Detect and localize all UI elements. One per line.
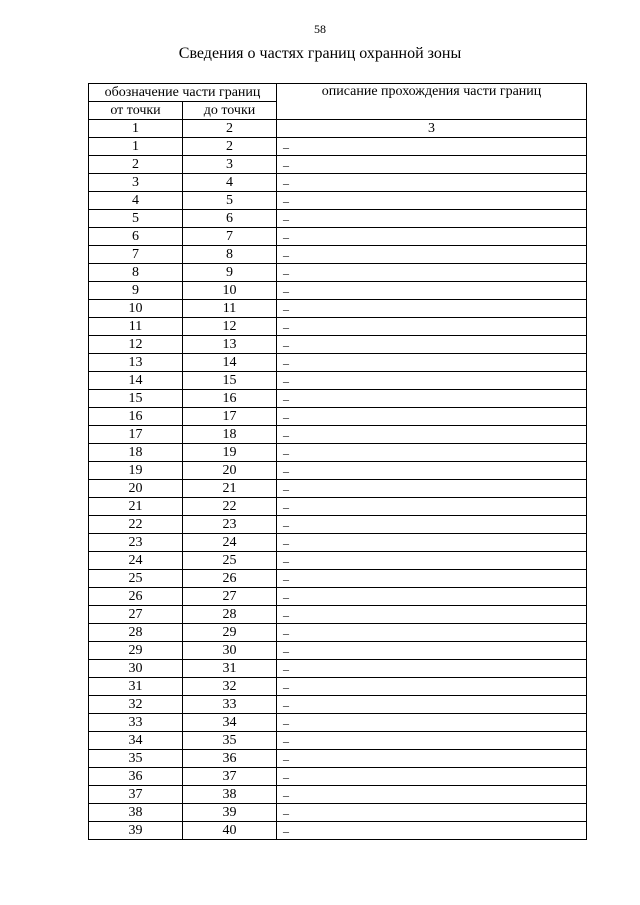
from-point-cell: 28 (89, 624, 183, 642)
to-point-cell: 26 (183, 570, 277, 588)
to-point-cell: 15 (183, 372, 277, 390)
table-row (89, 642, 587, 660)
table-row (89, 714, 587, 732)
description-cell: – (277, 498, 587, 516)
to-point-cell: 7 (183, 228, 277, 246)
from-point-cell: 26 (89, 588, 183, 606)
from-point-cell: 23 (89, 534, 183, 552)
from-point-cell: 4 (89, 192, 183, 210)
description-cell: – (277, 192, 587, 210)
description-cell: – (277, 768, 587, 786)
description-cell: – (277, 624, 587, 642)
table-row (89, 462, 587, 480)
from-point-cell: 29 (89, 642, 183, 660)
description-cell: – (277, 786, 587, 804)
description-cell: – (277, 696, 587, 714)
table-row (89, 192, 587, 210)
to-point-cell: 24 (183, 534, 277, 552)
header-to-point: до точки (183, 102, 277, 120)
from-point-cell: 32 (89, 696, 183, 714)
to-point-cell: 37 (183, 768, 277, 786)
from-point-cell: 38 (89, 804, 183, 822)
description-cell: – (277, 372, 587, 390)
table-row (89, 426, 587, 444)
table-row (89, 804, 587, 822)
table-row (89, 282, 587, 300)
table-row (89, 624, 587, 642)
description-cell: – (277, 660, 587, 678)
to-point-cell: 29 (183, 624, 277, 642)
from-point-cell: 5 (89, 210, 183, 228)
description-cell: – (277, 570, 587, 588)
column-number-3: 3 (277, 120, 587, 138)
from-point-cell: 22 (89, 516, 183, 534)
to-point-cell: 3 (183, 156, 277, 174)
table-row (89, 336, 587, 354)
header-description: описание прохождения части границ (277, 84, 587, 120)
to-point-cell: 20 (183, 462, 277, 480)
table-row (89, 444, 587, 462)
from-point-cell: 11 (89, 318, 183, 336)
table-row (89, 732, 587, 750)
to-point-cell: 32 (183, 678, 277, 696)
from-point-cell: 37 (89, 786, 183, 804)
description-cell: – (277, 534, 587, 552)
description-cell: – (277, 282, 587, 300)
table-row (89, 228, 587, 246)
description-cell: – (277, 642, 587, 660)
table-row (89, 516, 587, 534)
description-cell: – (277, 714, 587, 732)
header-from-point: от точки (89, 102, 183, 120)
to-point-cell: 16 (183, 390, 277, 408)
from-point-cell: 6 (89, 228, 183, 246)
to-point-cell: 13 (183, 336, 277, 354)
description-cell: – (277, 732, 587, 750)
description-cell: – (277, 228, 587, 246)
from-point-cell: 19 (89, 462, 183, 480)
from-point-cell: 33 (89, 714, 183, 732)
to-point-cell: 12 (183, 318, 277, 336)
to-point-cell: 9 (183, 264, 277, 282)
table-row (89, 390, 587, 408)
to-point-cell: 19 (183, 444, 277, 462)
from-point-cell: 30 (89, 660, 183, 678)
description-cell: – (277, 444, 587, 462)
table-row (89, 300, 587, 318)
description-cell: – (277, 138, 587, 156)
table-body (89, 138, 587, 840)
description-cell: – (277, 354, 587, 372)
description-cell: – (277, 264, 587, 282)
to-point-cell: 30 (183, 642, 277, 660)
description-cell: – (277, 588, 587, 606)
to-point-cell: 39 (183, 804, 277, 822)
table-row (89, 246, 587, 264)
from-point-cell: 8 (89, 264, 183, 282)
to-point-cell: 22 (183, 498, 277, 516)
table-row (89, 480, 587, 498)
to-point-cell: 2 (183, 138, 277, 156)
table-row (89, 588, 587, 606)
from-point-cell: 3 (89, 174, 183, 192)
from-point-cell: 2 (89, 156, 183, 174)
to-point-cell: 35 (183, 732, 277, 750)
table-row (89, 354, 587, 372)
to-point-cell: 36 (183, 750, 277, 768)
to-point-cell: 21 (183, 480, 277, 498)
table-row (89, 156, 587, 174)
table-row (89, 822, 587, 840)
from-point-cell: 16 (89, 408, 183, 426)
from-point-cell: 31 (89, 678, 183, 696)
from-point-cell: 34 (89, 732, 183, 750)
from-point-cell: 14 (89, 372, 183, 390)
table-row (89, 660, 587, 678)
from-point-cell: 36 (89, 768, 183, 786)
description-cell: – (277, 318, 587, 336)
to-point-cell: 8 (183, 246, 277, 264)
to-point-cell: 5 (183, 192, 277, 210)
description-cell: – (277, 336, 587, 354)
table-row (89, 696, 587, 714)
description-cell: – (277, 750, 587, 768)
to-point-cell: 18 (183, 426, 277, 444)
from-point-cell: 15 (89, 390, 183, 408)
table-row (89, 678, 587, 696)
to-point-cell: 6 (183, 210, 277, 228)
description-cell: – (277, 408, 587, 426)
to-point-cell: 38 (183, 786, 277, 804)
description-cell: – (277, 480, 587, 498)
from-point-cell: 27 (89, 606, 183, 624)
from-point-cell: 24 (89, 552, 183, 570)
from-point-cell: 20 (89, 480, 183, 498)
table-row (89, 408, 587, 426)
header-boundary-designation: обозначение части границ (89, 84, 277, 102)
from-point-cell: 12 (89, 336, 183, 354)
from-point-cell: 13 (89, 354, 183, 372)
table-row (89, 534, 587, 552)
to-point-cell: 11 (183, 300, 277, 318)
from-point-cell: 1 (89, 138, 183, 156)
from-point-cell: 10 (89, 300, 183, 318)
to-point-cell: 17 (183, 408, 277, 426)
table-row (89, 138, 587, 156)
column-number-1: 1 (89, 120, 183, 138)
table-row (89, 750, 587, 768)
table-row (89, 606, 587, 624)
to-point-cell: 33 (183, 696, 277, 714)
to-point-cell: 27 (183, 588, 277, 606)
description-cell: – (277, 246, 587, 264)
to-point-cell: 40 (183, 822, 277, 840)
from-point-cell: 17 (89, 426, 183, 444)
from-point-cell: 35 (89, 750, 183, 768)
from-point-cell: 18 (89, 444, 183, 462)
table-row (89, 372, 587, 390)
to-point-cell: 23 (183, 516, 277, 534)
description-cell: – (277, 426, 587, 444)
table-row (89, 210, 587, 228)
table-row (89, 570, 587, 588)
from-point-cell: 21 (89, 498, 183, 516)
description-cell: – (277, 210, 587, 228)
to-point-cell: 34 (183, 714, 277, 732)
to-point-cell: 28 (183, 606, 277, 624)
description-cell: – (277, 804, 587, 822)
table-row (89, 552, 587, 570)
from-point-cell: 7 (89, 246, 183, 264)
description-cell: – (277, 552, 587, 570)
to-point-cell: 14 (183, 354, 277, 372)
table-row (89, 768, 587, 786)
document-title: Сведения о частях границ охранной зоны (178, 45, 462, 62)
description-cell: – (277, 462, 587, 480)
description-cell: – (277, 174, 587, 192)
table-row (89, 786, 587, 804)
table-row (89, 264, 587, 282)
description-cell: – (277, 390, 587, 408)
from-point-cell: 39 (89, 822, 183, 840)
page-number: 58 (314, 22, 326, 36)
from-point-cell: 25 (89, 570, 183, 588)
boundary-parts-table (88, 83, 587, 840)
description-cell: – (277, 156, 587, 174)
column-number-2: 2 (183, 120, 277, 138)
description-cell: – (277, 678, 587, 696)
from-point-cell: 9 (89, 282, 183, 300)
description-cell: – (277, 516, 587, 534)
table-row (89, 318, 587, 336)
table-row (89, 498, 587, 516)
table-row (89, 174, 587, 192)
description-cell: – (277, 822, 587, 840)
to-point-cell: 31 (183, 660, 277, 678)
to-point-cell: 4 (183, 174, 277, 192)
description-cell: – (277, 300, 587, 318)
to-point-cell: 25 (183, 552, 277, 570)
description-cell: – (277, 606, 587, 624)
to-point-cell: 10 (183, 282, 277, 300)
